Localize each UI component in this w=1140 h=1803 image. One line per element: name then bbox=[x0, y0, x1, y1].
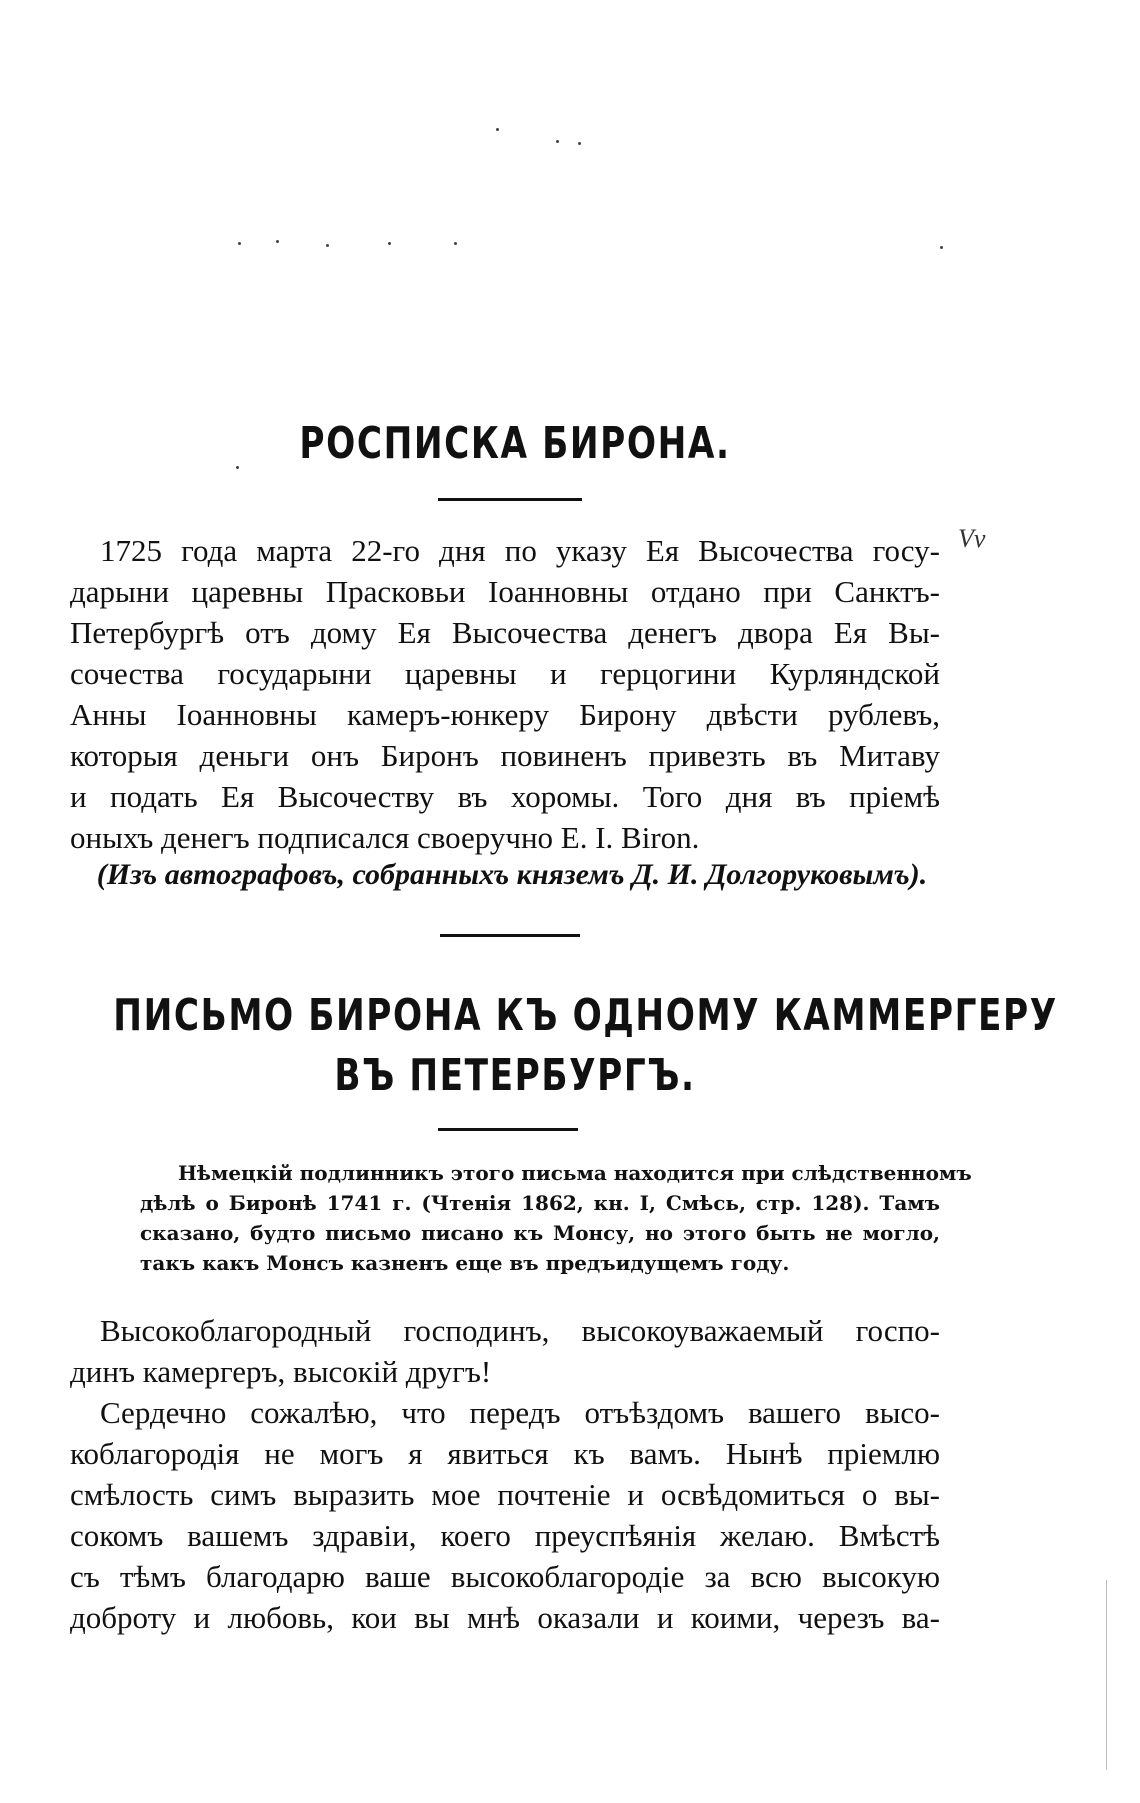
letter-text bbox=[70, 1310, 940, 1638]
note-line: дѣлѣ о Биронѣ 1741 г. (Чтенія 1862, кн. I, Смѣсь, стр. 128). Тамъ bbox=[140, 1191, 940, 1215]
note-line: Нѣмецкій подлинникъ этого письма находится при слѣдственномъ bbox=[178, 1161, 972, 1185]
print-speck bbox=[276, 240, 279, 243]
letter-line: сокомъ вашемъ здравіи, коего преуспѣянія желаю. Вмѣстѣ bbox=[70, 1518, 940, 1553]
receipt-line: и подать Ея Высочеству въ хоромы. Того дня въ пріемѣ bbox=[70, 779, 940, 814]
print-speck bbox=[454, 242, 457, 245]
margin-annotation: Vv bbox=[958, 524, 986, 553]
receipt-line: Анны Іоанновны камеръ-юнкеру Бирону двѣсти рублевъ, bbox=[70, 697, 940, 732]
receipt-line: 1725 года марта 22-го дня по указу Ея Высочества госу- bbox=[100, 533, 940, 568]
print-speck bbox=[578, 142, 581, 145]
letter-line: коблагородія не могъ я явиться къ вамъ. Нынѣ пріемлю bbox=[70, 1436, 940, 1471]
title-rule-2 bbox=[438, 1128, 578, 1131]
note-line: такъ какъ Монсъ казненъ еще въ предъидущемъ году. bbox=[140, 1251, 790, 1275]
receipt-line: оныхъ денегъ подписался своеручно Е. І. Biron. bbox=[70, 820, 700, 855]
receipt-line: Петербургѣ отъ дому Ея Высочества денегъ двора Ея Вы- bbox=[70, 615, 940, 650]
page-edge-mark bbox=[1106, 1580, 1107, 1770]
section-1-title: РОСПИСКА БИРОНА. bbox=[299, 418, 731, 469]
print-speck bbox=[326, 244, 329, 247]
letter-line: Высокоблагородный господинъ, высокоуважаемый госпо- bbox=[100, 1313, 940, 1348]
letter-line: смѣлость симъ выразить мое почтеніе и освѣдомиться о вы- bbox=[70, 1477, 940, 1512]
title-rule-1 bbox=[438, 498, 582, 501]
receipt-line: сочества государыни царевны и герцогини Курляндской bbox=[70, 656, 940, 691]
receipt-text bbox=[70, 530, 940, 858]
letter-line: съ тѣмъ благодарю ваше высокоблагородіе за всю высокую bbox=[70, 1559, 940, 1594]
editorial-note bbox=[140, 1158, 972, 1278]
print-speck bbox=[940, 246, 943, 249]
section-2-title-line-2: ВЪ ПЕТЕРБУРГЪ. bbox=[334, 1050, 696, 1101]
print-speck bbox=[388, 242, 391, 245]
print-speck bbox=[556, 140, 559, 143]
letter-line: динъ камергеръ, высокій другъ! bbox=[70, 1354, 492, 1389]
letter-line: Сердечно сожалѣю, что передъ отъѣздомъ вашего высо- bbox=[100, 1395, 940, 1430]
receipt-line: которыя деньги онъ Биронъ повиненъ привезть въ Митаву bbox=[70, 738, 940, 773]
section-divider bbox=[440, 934, 580, 937]
letter-line: доброту и любовь, кои вы мнѣ оказали и коими, черезъ ва- bbox=[70, 1600, 940, 1635]
print-speck bbox=[496, 128, 499, 131]
note-line: сказано, будто письмо писано къ Монсу, но этого быть не могло, bbox=[140, 1221, 940, 1245]
section-2-title-line-1: ПИСЬМО БИРОНА КЪ ОДНОМУ КАММЕРГЕРУ bbox=[113, 990, 1058, 1041]
print-speck bbox=[238, 242, 241, 245]
receipt-line: дарыни царевны Прасковьи Іоанновны отдано при Санктъ- bbox=[70, 574, 940, 609]
source-citation: (Изъ автографовъ, собранныхъ княземъ Д. И. Долгоруковымъ). bbox=[96, 858, 928, 891]
